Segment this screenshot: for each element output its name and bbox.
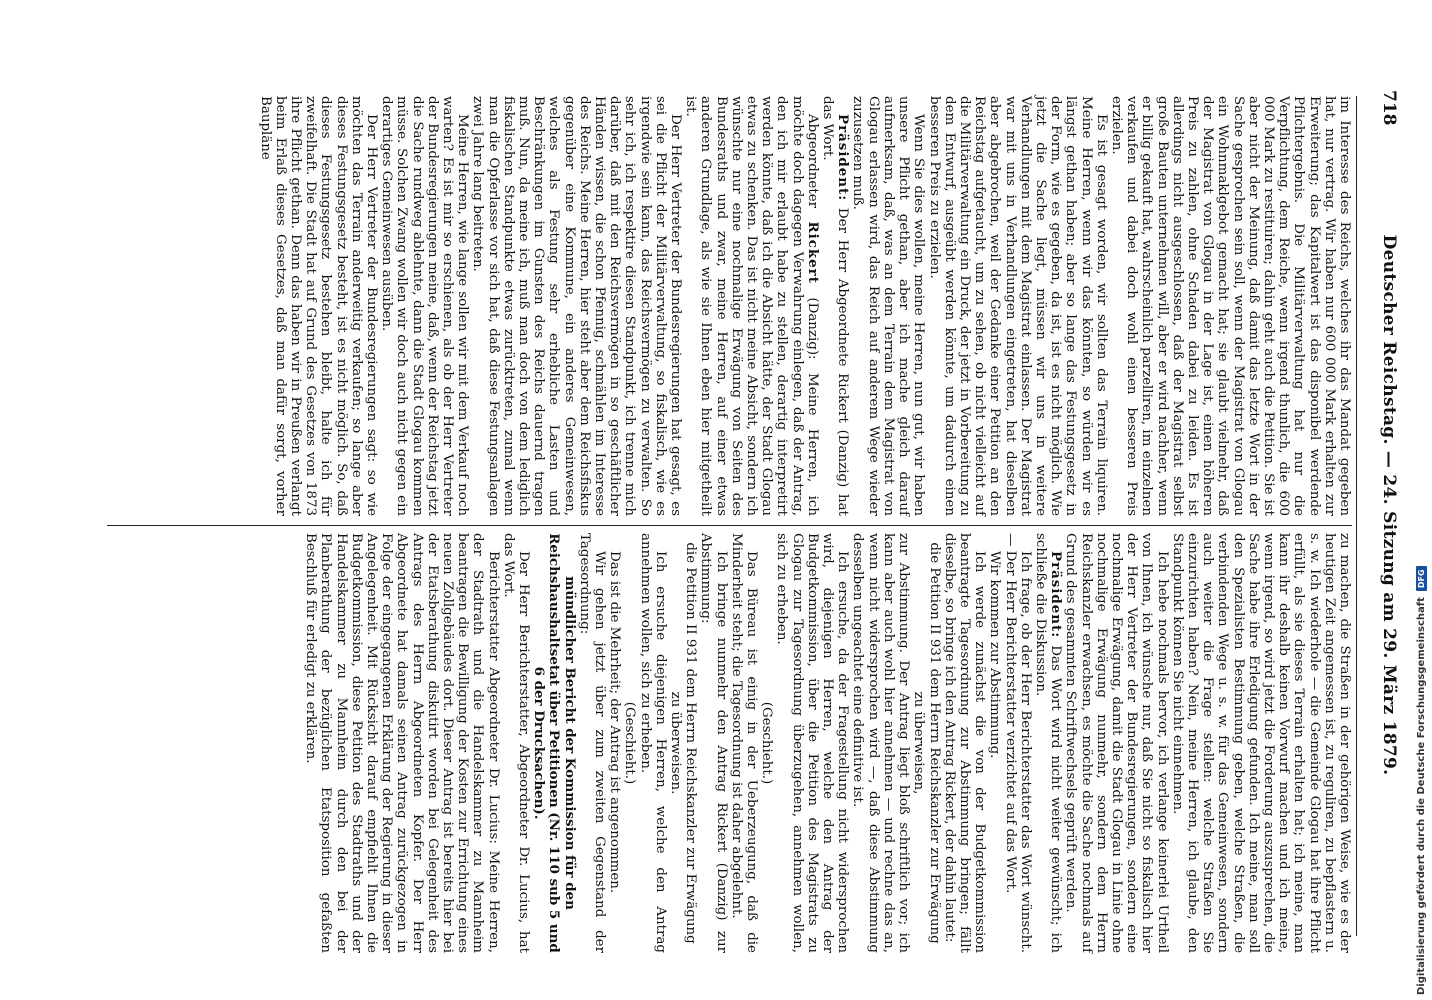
digitization-credit xyxy=(1405,569,1429,1000)
paragraph: Ich werde zunächst die von der Budgetkommission beantragte Tagesordnung zur Abstimmung bringen; fällt dieselbe, so bringe ich den Antrag Rickert, der dahin lautet: xyxy=(941,533,988,953)
paragraph: Ich bringe nunmehr den Antrag Rickert (Danzig) zur Abstimmung: xyxy=(698,533,729,953)
paragraph: Es ist gesagt worden, wir sollten das Terrain liquiren. Meine Herren, wenn wir das könnten, so würden wir es längst gethan haben; aber so lange das Festungsgesetz in der Form, wie es gegeben, da ist, ist es nicht möglich. Wie jetzt die Sache liegt, müssen wir uns in weitere Verhandlungen mit dem Magistrat einlassen. Der Magistrat war mit uns in Verhandlungen eingetreten, hat dieselben aber abgebrochen, weil der Gedanke einer Petition an den Reichstag aufgetaucht, um zu sehen, ob nicht vielleicht auf die Militärverwaltung ein Druck, der jetzt in Vorbereitung zu dem Entwurf, ausgeübt werden könnte, um dadurch einen besseren Preis zu erzielen. xyxy=(926,96,1109,516)
left-column xyxy=(257,96,1352,516)
statement-text: Das Wort wird nicht weiter gewünscht; ich schließe die Diskussion. xyxy=(1032,533,1064,953)
paragraph: im Interesse des Reichs, welches ihr das Mandat gegeben hat, nur vertrag. Wir haben nur 600 000 Mark erhalten zur Erweiterung; das Kapitalwert ist das disponibel werdende Pflichtergebnis. Die Militärverwaltung hat nur die Verpflichtung, dem Reiche, wenn irgend thunlich, die 600 000 Mark zu restituiren; dahin geht auch die Petition. Sie ist aber nicht der Meinung, daß damit das letzte Wort in der Sache gesprochen sein soll, wenn der Magistrat von Glogau ein Wohnmaklgebot gemacht hat; sie glaubt vielmehr, daß der Magistrat von Glogau in der Lage ist, einen höheren Preis zu zahlen, ohne Schaden dabei zu leiden. Es ist allerdings nicht ausgeschlossen, daß der Magistrat selbst große Bauten unternehmen will, aber er wird nachher, wenn er billig gekauft hat, wahrscheinlich parzelliren, im einzelnen verkaufen und dabei doch wohl einen besseren Preis erzielen. xyxy=(1108,96,1352,516)
paragraph: zu machen, die Straßen in der gehörigen Weise, wie es der heutigen Zeit angemessen ist, zu reguliren, zu bepflastern u. s. w. Ich wiederhole — die Gemeinde Glogau hat ihre Pflicht erfüllt, als sie dieses Terrain erhalten hat; ich meine, man kann ihr deshalb keinen Vorwurf machen und ich meine, wenn irgend, so wird jetzt die Forderung auszusprechen, die Sache habe ihre Erledigung gefunden. Ich meine, man soll den Spezialisten Bestimmung geben, welche Straßen, die verbindenden Wege u. s. w. für das Gemeinwesen, sondern auch weiter die Frage stellen: welche Straßen Sie einzurichten haben? Nein, meine Herren, ich glaube, den Standpunkt können Sie nicht einnehmen. xyxy=(1169,533,1352,953)
president-statement xyxy=(820,96,850,516)
paragraph: Der Herr Vertreter der Bundesregierungen hat gesagt, es sei die Pflicht der Militärverwaltung, so fiskalisch, wie es irgendwie sein kann, das Reichsvermögen zu verwalten. So sehr ich, ich respektire diesen Standpunkt, ich trenne mich darüber, daß mit den Reichsvermögen in so geschäftlicher Händen wissen, die schon Pfennig, schmählen im Interesse des Reichs. Meine Herren, hier steht aber dem Reichsfiskus gegenüber eine Kommune, ein anderes Gemeinwesen, welches als Festung sehr erhebliche Lasten und Beschränkungen im Gunsten des Reichs dauernd tragen muß. Nun, da meine ich, muß man doch von dem lediglich fiskalischen Standpunkte etwas zurücktreten, zumal wenn man die Opferlasse vor sich hat, daß diese Festungsanlagen zwei Jahre lang beitreten. xyxy=(470,96,684,516)
speaker-label: Präsident: xyxy=(1048,551,1065,639)
paragraph: Ich ersuche, da der Fragestellung nicht widersprochen wird, diejenigen Herren, welche den Antrag der Budgetkommission, über die Petition des Magistrats zu Glogau zur Tagesordnung überzugehen, annehmen wollen, sich zu erheben. xyxy=(774,533,851,953)
page-header xyxy=(1376,90,1399,920)
paragraph: Ich ersuche diejenigen Herren, welche den Antrag annehmen wollen, sich zu erheben. xyxy=(637,533,668,953)
paragraph: Ich frage, ob der Herr Berichterstatter das Wort wünscht. — Der Herr Berichterstatter verzichtet auf das Wort. xyxy=(1002,533,1033,953)
paragraph: Das ist die Mehrheit; der Antrag ist angenommen. xyxy=(607,551,623,894)
paragraph: Der Herr Vertreter der Bundesregierungen sagt: so wie möchten das Terrain anderweitig verkaufen; so lange aber dieses Festungsgesetz besteht, ist es nicht möglich. So, daß dieses Festungsgesetz bestehen bleibt, halte ich für zweifelhaft. Die Stadt hat auf Grund des Gesetzes von 1873 ihre Pflicht gethan. Denn das haben wir in Preußen verlangt beim Erlaß dieses Gesetzes, daß man dafür sorgt, vorher Baupläne xyxy=(257,96,379,516)
speaker-label: Rickert xyxy=(804,221,821,284)
motion-quote: die Petition II 931 dem Herrn Reichskanzler zur Erwägung zu überweisen. xyxy=(668,542,699,944)
paragraph: Wir gehen jetzt über zum zweiten Gegenstand der Tagesordnung: xyxy=(576,533,608,953)
president-statement xyxy=(1033,533,1063,953)
paragraph: Ich hebe nochmals hervor, ich verlange keinerlei Urtheil von Ihnen, ich wünsche nur, daß Sie nicht so fiskalisch hier der Herr Vertreter der Bundesregierungen, sondern eine nochmalige Erwägung, damit die Stadt Glogau in Linie ohne nochmalige Erwägung nunmehr, sondern dem Herrn Reichskanzler erwachsen, es möchte die Sache nochmals auf Grund des gesammten Schriftwechsels geprüft werden. xyxy=(1063,533,1170,953)
paragraph: Wir kommen zur Abstimmung. xyxy=(987,551,1003,759)
right-column xyxy=(303,533,1352,953)
paragraph: Wenn Sie dies wollen, meine Herren, nun gut, wir haben unsere Pflicht gethan, aber ich mache gleich darauf aufmerksam, daß, was an dem Terrain dem Magistrat von Glogau erlassen wird, das Reich auf anderem Wege wieder zuzusetzen muß. xyxy=(850,96,927,516)
stage-direction: (Geschieht.) xyxy=(622,701,638,785)
stage-direction: (Geschieht.) xyxy=(759,701,775,785)
paragraph: Das Büreau ist einig in der Ueberzeugung, daß die Minderheit steht; die Tagesordnung ist daher abgelehnt. xyxy=(728,533,760,953)
statement-text: Der Herr Abgeordnete Rickert (Danzig) hat das Wort. xyxy=(820,96,851,516)
speaker-intro: Abgeordneter xyxy=(804,114,820,209)
header-rule xyxy=(1356,96,1357,936)
agenda-item: mündlicher Bericht der Kommission für den Reichshaushaltsetat über Petitionen (Nr. 110 sub 5 und 6 der Drucksachen). xyxy=(531,533,578,953)
motion-quote: die Petition II 931 dem Herrn Reichskanzler zur Erwägung zu überweisen, xyxy=(911,542,942,944)
credit-label: Digitalisierung gefördert durch die Deutsche Forschungsgemeinschaft xyxy=(1415,597,1427,995)
page-number: 718 xyxy=(1379,90,1399,126)
digitization-credit-text xyxy=(1409,569,1432,995)
paragraph: Berichterstatter Abgeordneter Dr. Lucius: Meine Herren, der Stadtrath und die Handelskammer zu Mannheim beantragen die Bewilligung der Kosten zur Errichtung eines neuen Zollgebäudes dort. Dieser Antrag ist bereits hier bei der Etatsberathung diskutirt worden bei Gelegenheit des Antrags des Herrn Abgeordneten Kopfer. Der Herr Abgeordnete hat damals seinen Antrag zurückgezogen in Folge der eingegangenen Erklärung der Regierung in dieser Angelegenheit. Mit Rücksicht darauf empfiehlt Ihnen die Budgetkommission, diese Petition des Stadtraths und der Handelskammer zu Mannheim durch den bei der Planberathung der bezüglichen Etatsposition gefaßten Beschluß für erledigt zu erklären. xyxy=(303,533,501,953)
speaker-label: Präsident: xyxy=(835,114,852,202)
dfg-logo-icon: DFG xyxy=(1416,566,1427,591)
paragraph: zur Abstimmung. Der Antrag liegt bloß schriftlich vor; ich kann aber auch wohl hier annehmen — und rechne das an, wenn nicht widersprochen wird —, daß diese Abstimmung desselben ungeachtet eine definitive ist. xyxy=(850,533,912,953)
paragraph: Meine Herren, wie lange sollen wir mit dem Verkauf noch warten? Es ist mir so erschienen, als ob der Herr Vertreter der Bundesregierungen meine, daß, wenn der Reichstag jetzt die Sache rundweg ablehnte, dann die Stadt Glogau kommen müsse. Solchen Zwang wollen wir doch auch nicht gegen ein derartiges Gemeinwesen ausüben. xyxy=(379,96,471,516)
statement-text: (Danzig): Meine Herren, ich möchte doch dagegen Verwahrung einlegen, daß der Antrag, den ich mir erlaubt habe zu stellen, derartig interpretirt werden könnte, daß ich die Absicht hätte, der Stadt Glogau etwas zu schenken. Das ist nicht meine Absicht, sondern ich wünschte nur eine nochmalige Erwägung von Seiten des Bundesraths und zwar, meine Herren, auf einer etwas anderen Grundlage, als wie sie Ihnen eben hier mitgetheilt ist. xyxy=(683,96,820,516)
column-divider xyxy=(107,525,1352,526)
paragraph: Der Herr Berichterstatter, Abgeordneter Dr. Lucius, hat das Wort. xyxy=(500,533,532,953)
rickert-statement xyxy=(683,96,820,516)
page-title: Deutscher Reichstag. — 24. Sitzung am 29. März 1879. xyxy=(1379,234,1399,776)
